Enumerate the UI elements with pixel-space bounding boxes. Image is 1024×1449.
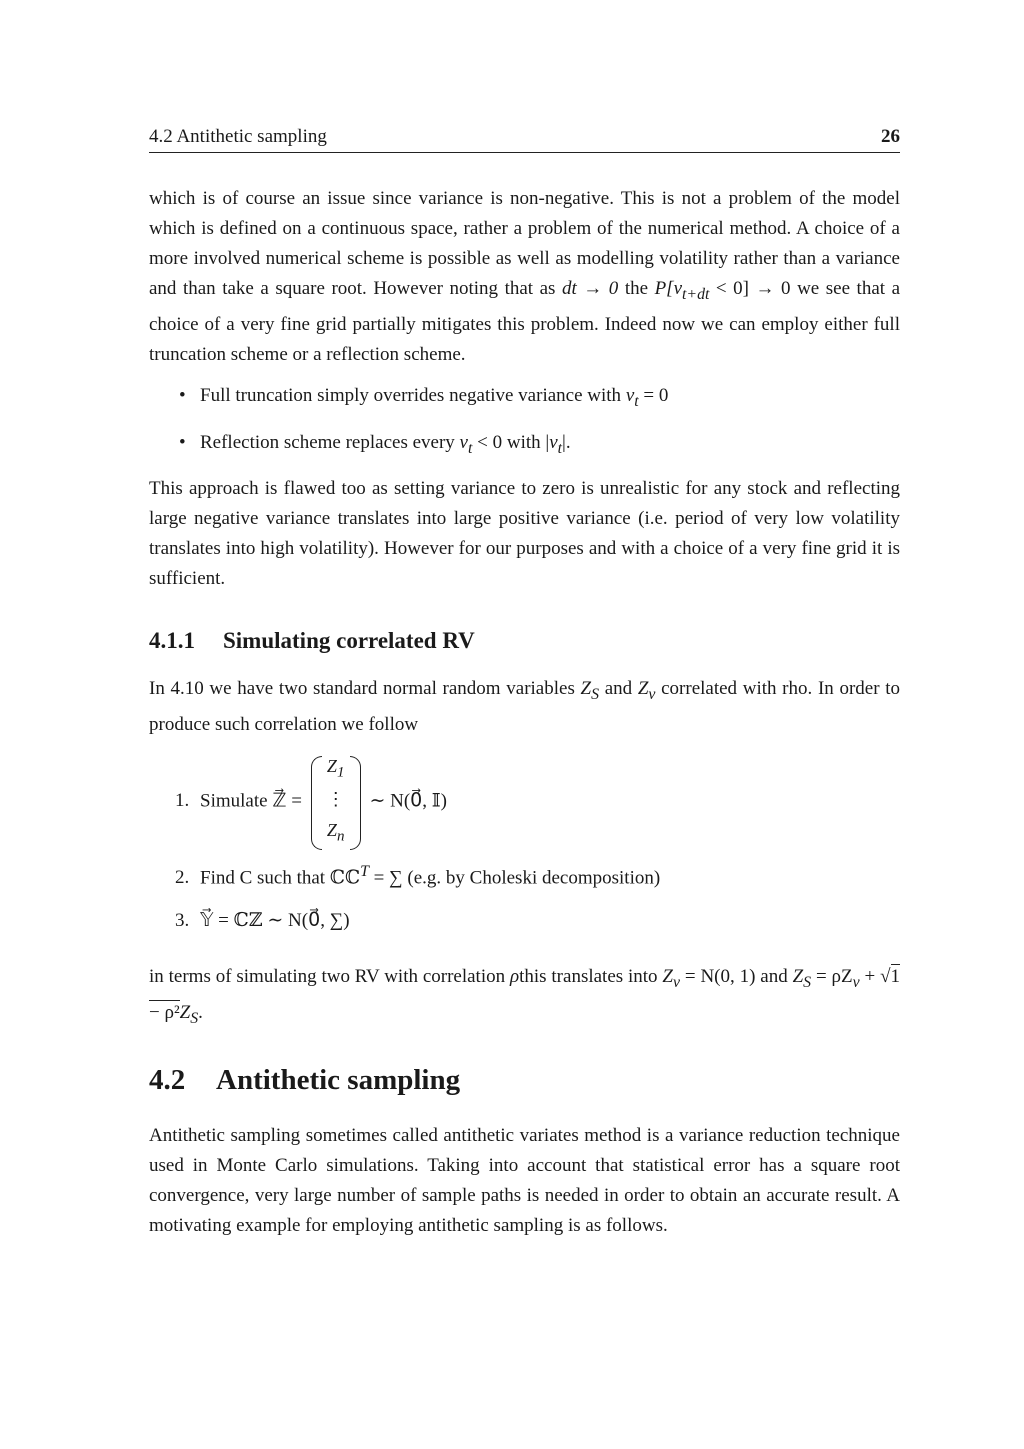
bullet-reflection: • Reflection scheme replaces every $v_t < 0$ with $|v_t|$. <box>179 428 879 458</box>
paragraph-correlated-rv: In 4.10 we have two standard normal random variables $Z_S$ and $Z_v$ correlated with rho. In order to produce such correlation we follow <box>149 678 900 735</box>
header-title: 4.2 Antithetic sampling <box>149 126 327 147</box>
running-header <box>149 124 900 153</box>
paragraph-correlation-formula: in terms of simulating two RV with correlation ρthis translates into $Z_v = N(0$, 1) and $Z_S = \rho Z_v + √1 - \rho^2Z_S$. <box>149 966 900 1027</box>
vector-matrix: $Z_1$ ⋮ $Z_n$ <box>311 756 361 848</box>
enum-item-1: 1. Simulate ℤ⃗ = $Z_1$ ⋮ $Z_n$ ∼ N(0⃗, 𝕀) <box>175 756 447 850</box>
paragraph-approach-flawed: This approach is flawed too as setting variance to zero is unrealistic for any stock and reflecting large negative variance translates into large positive variance (i.e. period of very low volatility translates into high volatility). However for our purposes and with a choice of a very fine grid it is sufficient. <box>149 478 900 589</box>
enum-item-2: 2. Find C such that ℂℂ$^T$ = ∑ (e.g. by Choleski decomposition) <box>175 863 661 889</box>
bullet-list <box>179 381 879 475</box>
section-heading: 4.2 Antithetic sampling <box>149 1064 461 1096</box>
subsection-heading: 4.1.1 Simulating correlated RV <box>149 628 475 653</box>
bullet-full-truncation: • Full truncation simply overrides negative variance with $v_t = 0$ <box>179 381 879 411</box>
enum-item-3: 3. 𝕐⃗ = ℂℤ ∼ N(0⃗, ∑) <box>175 910 350 931</box>
page-number: 26 <box>881 126 900 147</box>
paragraph-variance-issue: which is of course an issue since variance is non-negative. This is not a problem of the model which is defined on a continuous space, rather a problem of the numerical method. A choice of a more involved numerical scheme is possible as well as modelling volatility rather than a variance and than take a square root. However noting that as dt → 0 the $P[v_{t+dt} < 0] \to 0$ we see that a choice of a very fine grid partially mitigates this problem. Indeed now we can employ either full truncation scheme or a reflection scheme. <box>149 188 901 365</box>
paragraph-antithetic: Antithetic sampling sometimes called antithetic variates method is a variance reduction technique used in Monte Carlo simulations. Taking into account that statistical error has a square root convergence, very large number of sample paths is needed in order to obtain an accurate result. A motivating example for employing antithetic sampling is as follows. <box>149 1125 900 1236</box>
bullet-dot-icon: • <box>179 432 186 453</box>
bullet-dot-icon: • <box>179 385 186 406</box>
